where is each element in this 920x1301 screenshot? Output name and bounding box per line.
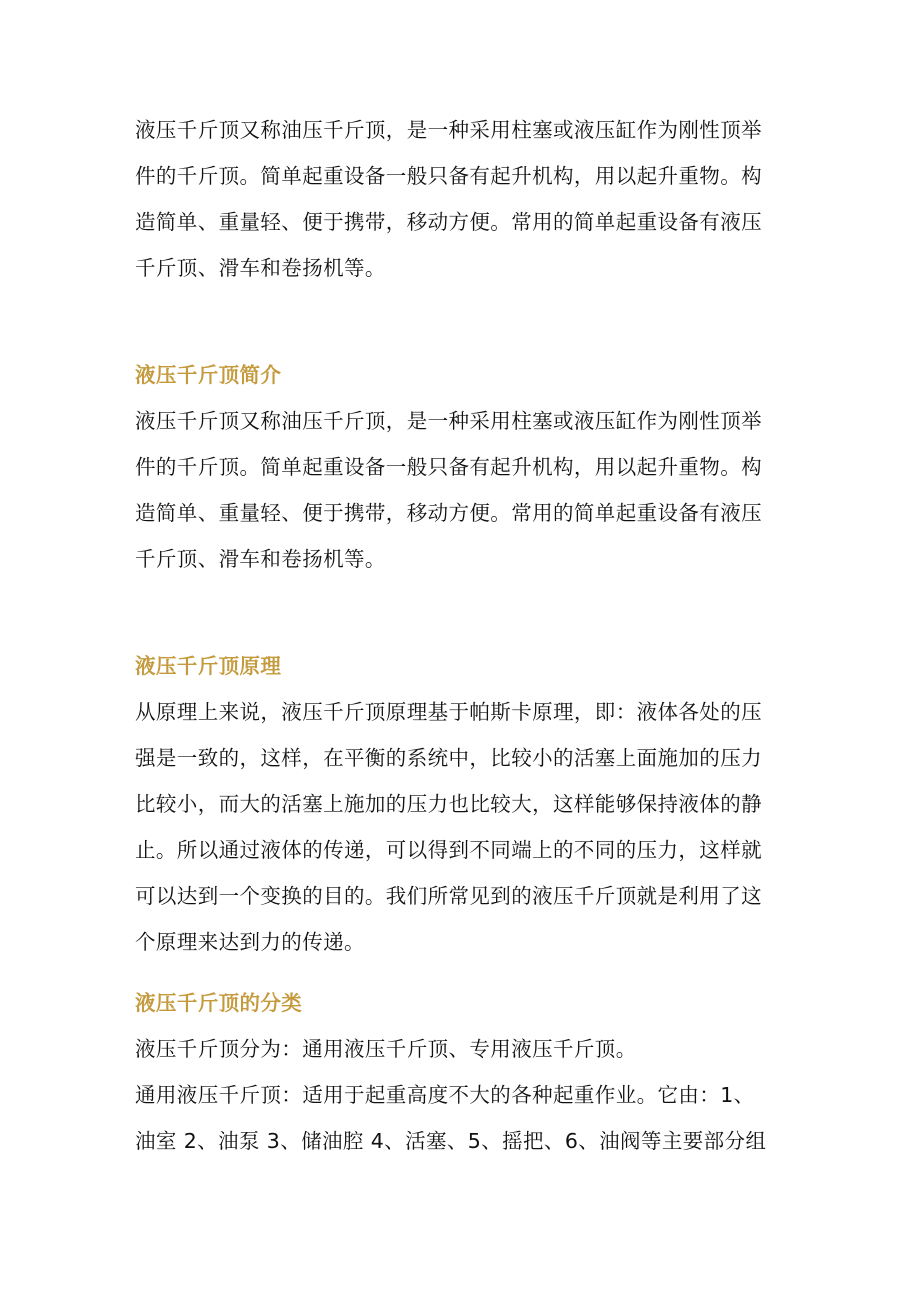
text-line: 千斤顶、滑车和卷扬机等。 — [135, 256, 386, 280]
section-heading: 液压千斤顶原理 — [135, 654, 282, 678]
text-line: 可以达到一个变换的目的。我们所常见到的液压千斤顶就是利用了这 — [135, 884, 762, 908]
section-introduction — [135, 352, 785, 582]
section-types — [135, 980, 785, 1164]
text-line: 造简单、重量轻、便于携带，移动方便。常用的简单起重设备有液压 — [135, 210, 762, 234]
intro-paragraph — [135, 107, 785, 291]
section-heading: 液压千斤顶简介 — [135, 363, 282, 387]
text-line: 液压千斤顶又称油压千斤顶，是一种采用柱塞或液压缸作为刚性顶举 — [135, 409, 762, 433]
text-line: 件的千斤顶。简单起重设备一般只备有起升机构，用以起升重物。构 — [135, 164, 762, 188]
section-principle — [135, 643, 785, 965]
paragraph — [135, 1026, 785, 1072]
text-line: 比较小，而大的活塞上施加的压力也比较大，这样能够保持液体的静 — [135, 792, 762, 816]
text-line: 液压千斤顶又称油压千斤顶，是一种采用柱塞或液压缸作为刚性顶举 — [135, 118, 762, 142]
text-line: 液压千斤顶分为：通用液压千斤顶、专用液压千斤顶。 — [135, 1037, 637, 1061]
paragraph — [135, 107, 785, 291]
text-line: 止。所以通过液体的传递，可以得到不同端上的不同的压力，这样就 — [135, 838, 762, 862]
paragraph — [135, 398, 785, 582]
paragraph — [135, 1072, 785, 1164]
text-line: 件的千斤顶。简单起重设备一般只备有起升机构，用以起升重物。构 — [135, 455, 762, 479]
text-line: 油室 2、油泵 3、储油腔 4、活塞、5、摇把、6、油阀等主要部分组 — [135, 1129, 767, 1153]
text-line: 个原理来达到力的传递。 — [135, 930, 365, 954]
paragraph — [135, 689, 785, 965]
text-line: 从原理上来说，液压千斤顶原理基于帕斯卡原理，即：液体各处的压 — [135, 700, 762, 724]
text-line: 通用液压千斤顶：适用于起重高度不大的各种起重作业。它由：1、 — [135, 1083, 755, 1107]
text-line: 千斤顶、滑车和卷扬机等。 — [135, 547, 386, 571]
text-line: 强是一致的，这样，在平衡的系统中，比较小的活塞上面施加的压力 — [135, 746, 762, 770]
text-line: 造简单、重量轻、便于携带，移动方便。常用的简单起重设备有液压 — [135, 501, 762, 525]
section-heading: 液压千斤顶的分类 — [135, 991, 303, 1015]
